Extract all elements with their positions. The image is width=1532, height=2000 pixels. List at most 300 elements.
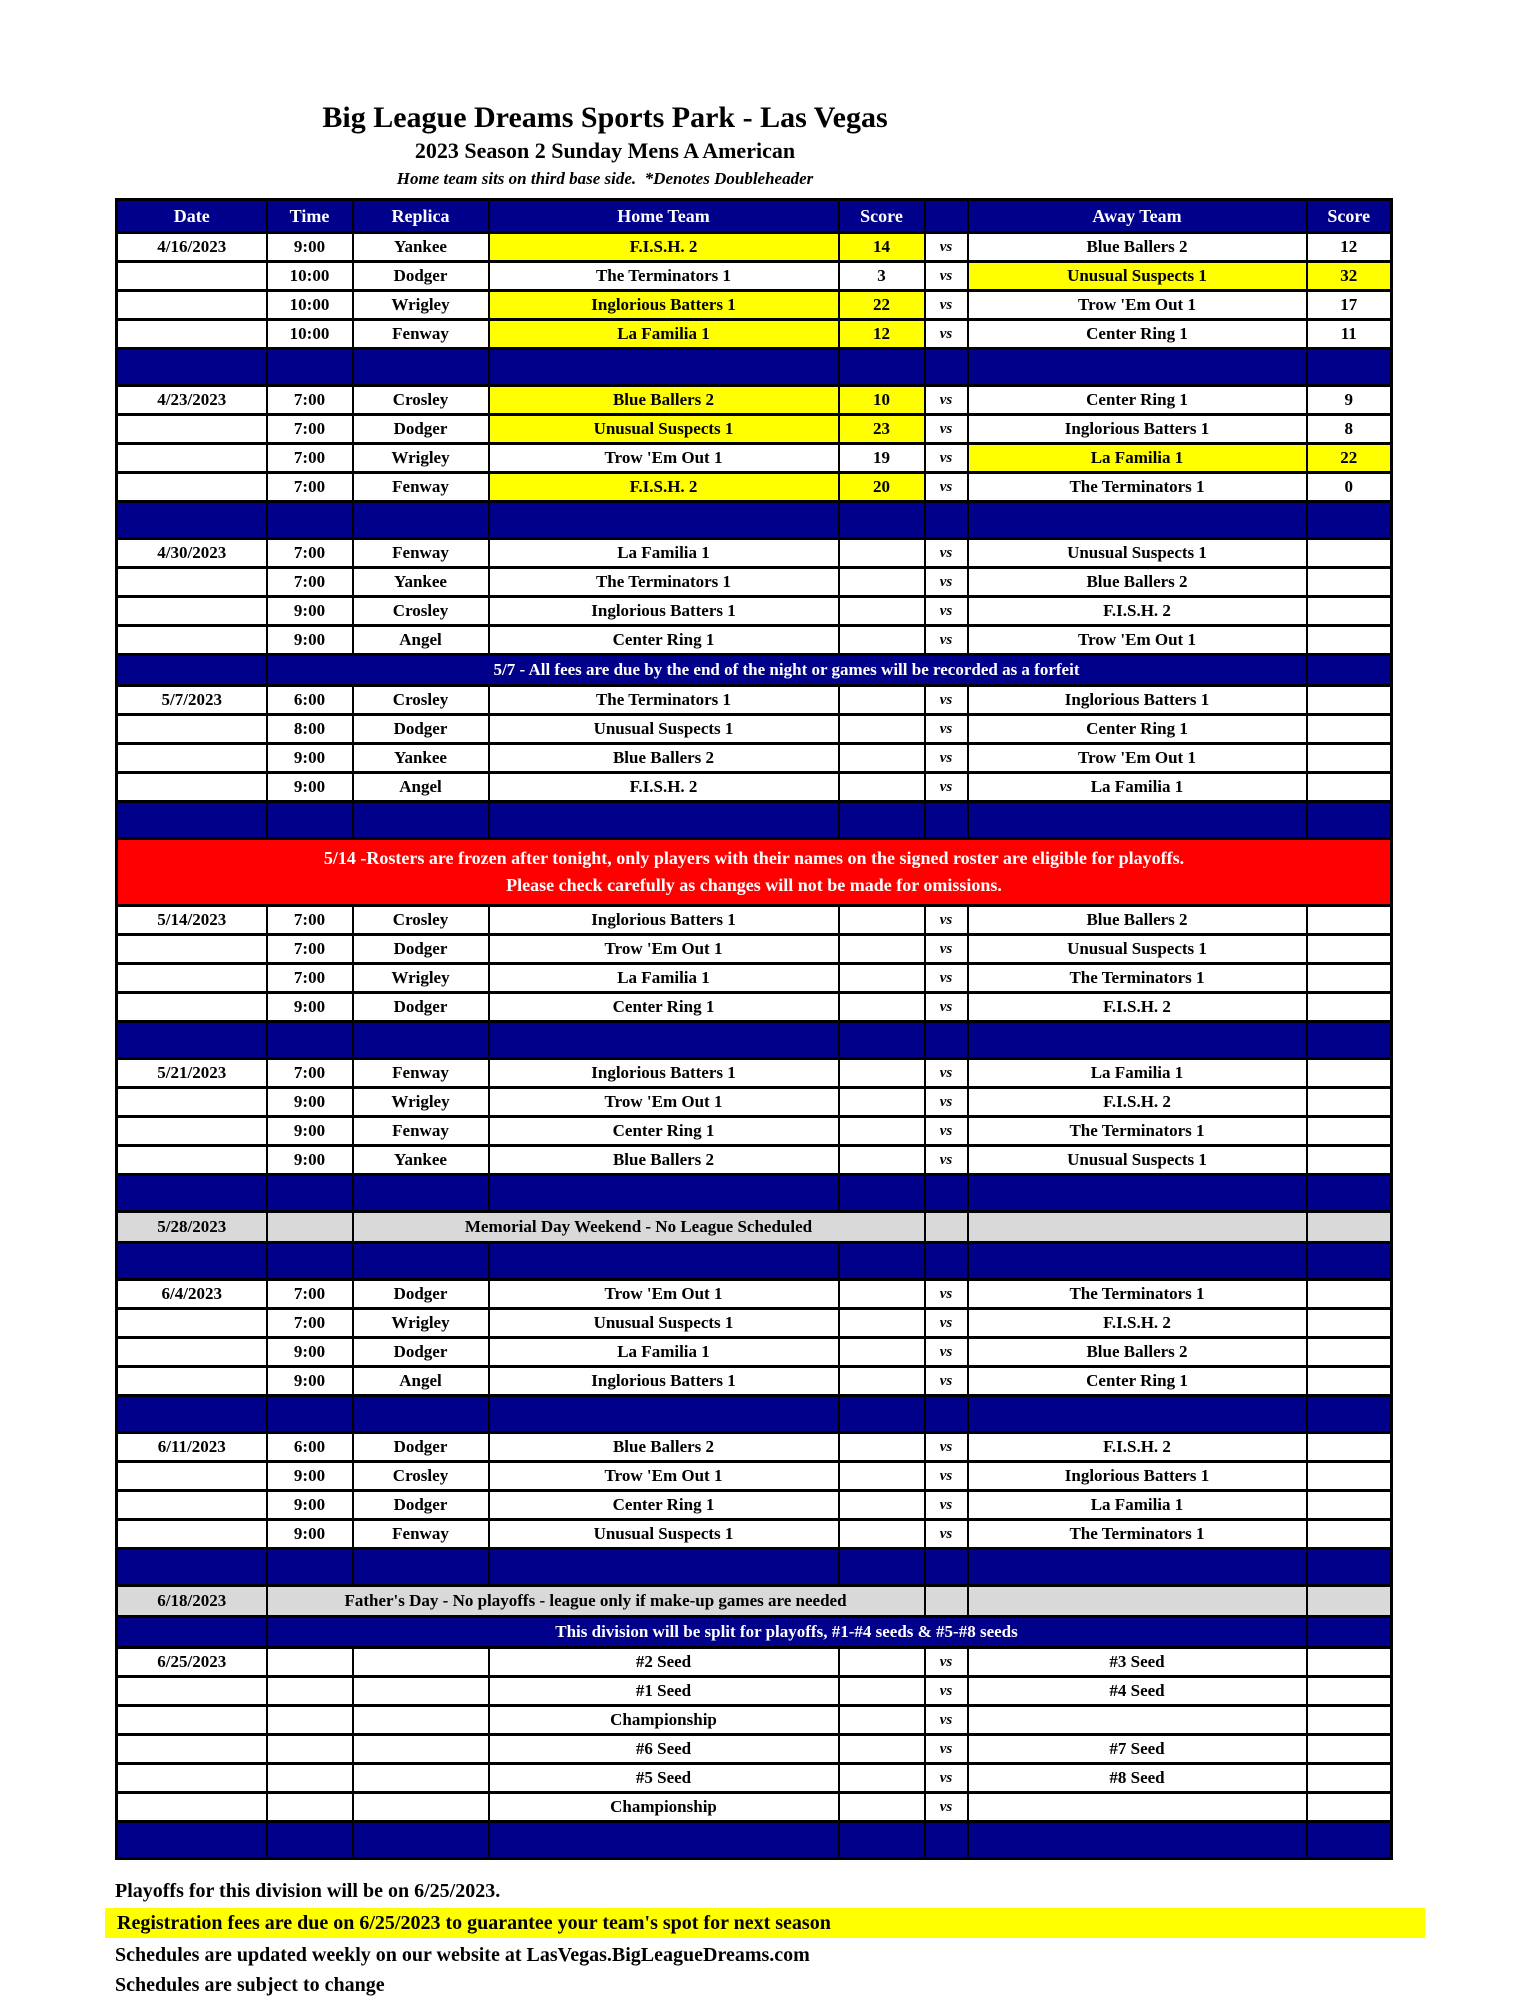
away-team-cell: F.I.S.H. 2 bbox=[968, 1433, 1307, 1462]
home-team-cell: Unusual Suspects 1 bbox=[489, 715, 839, 744]
replica-cell: Fenway bbox=[353, 1059, 489, 1088]
away-team-cell: Blue Ballers 2 bbox=[968, 906, 1307, 935]
replica-cell: Dodger bbox=[353, 993, 489, 1022]
date-cell bbox=[117, 320, 267, 349]
away-score-cell bbox=[1307, 1586, 1392, 1617]
time-cell: 8:00 bbox=[267, 715, 353, 744]
away-score-cell: 22 bbox=[1307, 444, 1392, 473]
date-cell bbox=[117, 1146, 267, 1175]
title-block bbox=[0, 100, 1210, 192]
away-team-cell bbox=[968, 1212, 1307, 1243]
time-cell: 7:00 bbox=[267, 415, 353, 444]
date-cell bbox=[117, 773, 267, 802]
home-team-cell: Championship bbox=[489, 1706, 839, 1735]
vs-cell: vs bbox=[925, 964, 968, 993]
replica-cell: Wrigley bbox=[353, 444, 489, 473]
replica-cell: Fenway bbox=[353, 539, 489, 568]
away-score-cell bbox=[1307, 1617, 1392, 1648]
away-team-cell bbox=[968, 1793, 1307, 1822]
away-team-cell: Blue Ballers 2 bbox=[968, 568, 1307, 597]
spacer-cell bbox=[839, 1022, 925, 1059]
away-score-cell bbox=[1307, 1462, 1392, 1491]
spacer-row bbox=[117, 1822, 1392, 1859]
home-score-cell bbox=[839, 773, 925, 802]
time-cell: 9:00 bbox=[267, 233, 353, 262]
header-away-team: Away Team bbox=[968, 200, 1307, 233]
away-score-cell bbox=[1307, 1309, 1392, 1338]
away-score-cell: 12 bbox=[1307, 233, 1392, 262]
away-score-cell bbox=[1307, 1088, 1392, 1117]
spacer-row bbox=[117, 1396, 1392, 1433]
home-team-cell: F.I.S.H. 2 bbox=[489, 773, 839, 802]
home-team-cell: #2 Seed bbox=[489, 1648, 839, 1677]
game-row bbox=[117, 906, 1392, 935]
date-cell bbox=[117, 1764, 267, 1793]
page-title: Big League Dreams Sports Park - Las Vegas bbox=[322, 101, 888, 134]
away-score-cell bbox=[1307, 1491, 1392, 1520]
away-score-cell: 0 bbox=[1307, 473, 1392, 502]
home-score-cell bbox=[839, 744, 925, 773]
spacer-cell bbox=[925, 802, 968, 839]
date-cell: 5/21/2023 bbox=[117, 1059, 267, 1088]
away-team-cell: F.I.S.H. 2 bbox=[968, 597, 1307, 626]
date-cell bbox=[117, 993, 267, 1022]
home-team-cell: The Terminators 1 bbox=[489, 262, 839, 291]
footer bbox=[0, 1876, 1532, 2000]
replica-cell: Dodger bbox=[353, 415, 489, 444]
spacer-row bbox=[117, 502, 1392, 539]
time-cell bbox=[267, 1677, 353, 1706]
schedule-table bbox=[115, 198, 1393, 1860]
spacer-cell bbox=[353, 1549, 489, 1586]
replica-cell: Wrigley bbox=[353, 1088, 489, 1117]
home-score-cell bbox=[839, 1764, 925, 1793]
away-score-cell bbox=[1307, 1764, 1392, 1793]
away-team-cell: Unusual Suspects 1 bbox=[968, 262, 1307, 291]
game-row bbox=[117, 744, 1392, 773]
time-cell: 9:00 bbox=[267, 626, 353, 655]
game-row bbox=[117, 1280, 1392, 1309]
home-team-cell: La Familia 1 bbox=[489, 1338, 839, 1367]
game-row bbox=[117, 1117, 1392, 1146]
spacer-cell bbox=[968, 349, 1307, 386]
spacer-cell bbox=[925, 349, 968, 386]
replica-cell: Fenway bbox=[353, 473, 489, 502]
replica-cell: Crosley bbox=[353, 686, 489, 715]
home-score-cell bbox=[839, 1735, 925, 1764]
spacer-cell bbox=[267, 802, 353, 839]
spacer-cell bbox=[925, 1243, 968, 1280]
spacer-cell bbox=[925, 502, 968, 539]
time-cell: 9:00 bbox=[267, 597, 353, 626]
date-cell bbox=[117, 1338, 267, 1367]
spacer-cell bbox=[968, 502, 1307, 539]
roster-note-line-2: Please check carefully as changes will not be made for omissions. bbox=[506, 875, 1002, 895]
note-cell: This division will be split for playoffs, #1-#4 seeds & #5-#8 seeds bbox=[267, 1617, 1307, 1648]
game-row bbox=[117, 626, 1392, 655]
time-cell: 7:00 bbox=[267, 906, 353, 935]
spacer-cell bbox=[353, 802, 489, 839]
home-score-cell bbox=[839, 539, 925, 568]
away-team-cell: Blue Ballers 2 bbox=[968, 1338, 1307, 1367]
home-team-cell: Unusual Suspects 1 bbox=[489, 1520, 839, 1549]
spacer-cell bbox=[267, 1822, 353, 1859]
spacer-cell bbox=[1307, 1549, 1392, 1586]
roster-note-row bbox=[117, 839, 1392, 906]
away-score-cell bbox=[1307, 1146, 1392, 1175]
vs-cell: vs bbox=[925, 1706, 968, 1735]
date-cell bbox=[117, 744, 267, 773]
home-score-cell bbox=[839, 686, 925, 715]
home-team-cell: The Terminators 1 bbox=[489, 568, 839, 597]
date-cell bbox=[117, 964, 267, 993]
time-cell bbox=[267, 1212, 353, 1243]
home-score-cell bbox=[839, 1309, 925, 1338]
spacer-cell bbox=[1307, 349, 1392, 386]
away-score-cell bbox=[1307, 1677, 1392, 1706]
home-team-cell: F.I.S.H. 2 bbox=[489, 473, 839, 502]
date-cell bbox=[117, 1088, 267, 1117]
spacer-cell bbox=[117, 1243, 267, 1280]
date-cell: 5/14/2023 bbox=[117, 906, 267, 935]
home-team-cell: La Familia 1 bbox=[489, 320, 839, 349]
away-team-cell: #8 Seed bbox=[968, 1764, 1307, 1793]
home-team-cell: Inglorious Batters 1 bbox=[489, 1059, 839, 1088]
replica-cell: Dodger bbox=[353, 935, 489, 964]
home-score-cell: 20 bbox=[839, 473, 925, 502]
spacer-cell bbox=[489, 1243, 839, 1280]
away-score-cell bbox=[1307, 1648, 1392, 1677]
vs-cell: vs bbox=[925, 1117, 968, 1146]
home-team-cell: Trow 'Em Out 1 bbox=[489, 1280, 839, 1309]
spacer-cell bbox=[353, 502, 489, 539]
spacer-cell bbox=[117, 802, 267, 839]
home-team-cell: Inglorious Batters 1 bbox=[489, 906, 839, 935]
spacer-cell bbox=[968, 1549, 1307, 1586]
vs-cell: vs bbox=[925, 1793, 968, 1822]
home-team-cell: Blue Ballers 2 bbox=[489, 1433, 839, 1462]
spacer-cell bbox=[117, 1175, 267, 1212]
vs-cell: vs bbox=[925, 386, 968, 415]
spacer-cell bbox=[489, 1549, 839, 1586]
vs-cell: vs bbox=[925, 1059, 968, 1088]
vs-cell: vs bbox=[925, 233, 968, 262]
spacer-cell bbox=[925, 1549, 968, 1586]
date-cell: 4/16/2023 bbox=[117, 233, 267, 262]
time-cell bbox=[267, 1793, 353, 1822]
spacer-cell bbox=[489, 1175, 839, 1212]
spacer-cell bbox=[353, 349, 489, 386]
date-cell bbox=[117, 1462, 267, 1491]
replica-cell: Fenway bbox=[353, 1520, 489, 1549]
home-team-cell: Inglorious Batters 1 bbox=[489, 1367, 839, 1396]
date-cell bbox=[117, 1367, 267, 1396]
away-score-cell: 11 bbox=[1307, 320, 1392, 349]
date-cell bbox=[117, 1735, 267, 1764]
fathers-day-row bbox=[117, 1586, 1392, 1617]
away-team-cell: Center Ring 1 bbox=[968, 320, 1307, 349]
header-date: Date bbox=[117, 200, 267, 233]
spacer-cell bbox=[968, 802, 1307, 839]
away-score-cell bbox=[1307, 1793, 1392, 1822]
replica-cell: Dodger bbox=[353, 715, 489, 744]
website-note: Schedules are updated weekly on our website at LasVegas.BigLeagueDreams.com bbox=[115, 1944, 810, 1966]
vs-cell: vs bbox=[925, 415, 968, 444]
vs-cell: vs bbox=[925, 626, 968, 655]
vs-cell: vs bbox=[925, 906, 968, 935]
home-score-cell bbox=[839, 1433, 925, 1462]
time-cell: 9:00 bbox=[267, 1367, 353, 1396]
game-row bbox=[117, 1367, 1392, 1396]
game-row bbox=[117, 1309, 1392, 1338]
replica-cell bbox=[353, 1677, 489, 1706]
replica-cell: Crosley bbox=[353, 906, 489, 935]
home-score-cell bbox=[839, 935, 925, 964]
game-row bbox=[117, 993, 1392, 1022]
date-cell bbox=[117, 1793, 267, 1822]
away-score-cell bbox=[1307, 715, 1392, 744]
home-score-cell bbox=[839, 906, 925, 935]
time-cell: 9:00 bbox=[267, 744, 353, 773]
time-cell: 7:00 bbox=[267, 473, 353, 502]
date-cell bbox=[117, 935, 267, 964]
time-cell: 7:00 bbox=[267, 964, 353, 993]
game-row bbox=[117, 386, 1392, 415]
home-score-cell bbox=[839, 1648, 925, 1677]
vs-cell: vs bbox=[925, 1520, 968, 1549]
date-cell bbox=[117, 568, 267, 597]
date-cell: 4/23/2023 bbox=[117, 386, 267, 415]
away-score-cell bbox=[1307, 1433, 1392, 1462]
home-score-cell bbox=[839, 1491, 925, 1520]
time-cell: 9:00 bbox=[267, 1338, 353, 1367]
spacer-cell bbox=[968, 1243, 1307, 1280]
home-score-cell bbox=[839, 1367, 925, 1396]
away-team-cell: The Terminators 1 bbox=[968, 1520, 1307, 1549]
game-row bbox=[117, 773, 1392, 802]
home-team-cell: Unusual Suspects 1 bbox=[489, 1309, 839, 1338]
note-cell: 5/7 - All fees are due by the end of the night or games will be recorded as a forfeit bbox=[267, 655, 1307, 686]
spacer-cell bbox=[489, 1022, 839, 1059]
spacer-cell bbox=[839, 349, 925, 386]
spacer-cell bbox=[267, 1175, 353, 1212]
home-score-cell bbox=[839, 1059, 925, 1088]
date-cell: 6/25/2023 bbox=[117, 1648, 267, 1677]
spacer-cell bbox=[1307, 1243, 1392, 1280]
home-team-cell: La Familia 1 bbox=[489, 539, 839, 568]
replica-cell: Angel bbox=[353, 1367, 489, 1396]
away-score-cell bbox=[1307, 568, 1392, 597]
date-cell bbox=[117, 1617, 267, 1648]
away-score-cell bbox=[1307, 1212, 1392, 1243]
away-score-cell bbox=[1307, 1117, 1392, 1146]
vs-cell: vs bbox=[925, 1088, 968, 1117]
away-team-cell bbox=[968, 1706, 1307, 1735]
time-cell: 10:00 bbox=[267, 262, 353, 291]
home-team-cell: Blue Ballers 2 bbox=[489, 744, 839, 773]
spacer-cell bbox=[489, 1396, 839, 1433]
schedule-body bbox=[117, 233, 1392, 1859]
time-cell: 7:00 bbox=[267, 1309, 353, 1338]
replica-cell: Crosley bbox=[353, 1462, 489, 1491]
home-score-cell bbox=[839, 1146, 925, 1175]
vs-cell: vs bbox=[925, 291, 968, 320]
game-row bbox=[117, 473, 1392, 502]
game-row bbox=[117, 1338, 1392, 1367]
spacer-cell bbox=[968, 1396, 1307, 1433]
event-cell: Father's Day - No playoffs - league only if make-up games are needed bbox=[267, 1586, 925, 1617]
away-team-cell: La Familia 1 bbox=[968, 773, 1307, 802]
home-score-cell: 22 bbox=[839, 291, 925, 320]
vs-cell: vs bbox=[925, 1735, 968, 1764]
vs-cell: vs bbox=[925, 715, 968, 744]
time-cell: 7:00 bbox=[267, 935, 353, 964]
replica-cell: Wrigley bbox=[353, 964, 489, 993]
home-team-cell: Blue Ballers 2 bbox=[489, 1146, 839, 1175]
away-team-cell: Inglorious Batters 1 bbox=[968, 1462, 1307, 1491]
fees-note-row bbox=[117, 655, 1392, 686]
spacer-cell bbox=[839, 1549, 925, 1586]
away-score-cell bbox=[1307, 1280, 1392, 1309]
spacer-cell bbox=[489, 1822, 839, 1859]
vs-cell: vs bbox=[925, 686, 968, 715]
away-score-cell bbox=[1307, 1735, 1392, 1764]
spacer-cell bbox=[117, 1022, 267, 1059]
vs-cell: vs bbox=[925, 262, 968, 291]
spacer-cell bbox=[267, 1243, 353, 1280]
spacer-cell bbox=[117, 1822, 267, 1859]
home-score-cell: 12 bbox=[839, 320, 925, 349]
spacer-cell bbox=[267, 502, 353, 539]
home-score-cell bbox=[839, 1117, 925, 1146]
spacer-row bbox=[117, 1243, 1392, 1280]
spacer-cell bbox=[925, 1396, 968, 1433]
time-cell: 7:00 bbox=[267, 444, 353, 473]
spacer-cell bbox=[353, 1022, 489, 1059]
vs-cell: vs bbox=[925, 935, 968, 964]
spacer-cell bbox=[1307, 1396, 1392, 1433]
replica-cell: Dodger bbox=[353, 1280, 489, 1309]
game-row bbox=[117, 233, 1392, 262]
game-row bbox=[117, 964, 1392, 993]
date-cell: 6/18/2023 bbox=[117, 1586, 267, 1617]
away-team-cell: La Familia 1 bbox=[968, 1059, 1307, 1088]
replica-cell bbox=[353, 1706, 489, 1735]
seed-row bbox=[117, 1735, 1392, 1764]
away-score-cell bbox=[1307, 993, 1392, 1022]
home-team-cell: The Terminators 1 bbox=[489, 686, 839, 715]
replica-cell: Crosley bbox=[353, 597, 489, 626]
spacer-cell bbox=[489, 502, 839, 539]
vs-cell: vs bbox=[925, 1677, 968, 1706]
away-team-cell: The Terminators 1 bbox=[968, 1117, 1307, 1146]
time-cell: 9:00 bbox=[267, 773, 353, 802]
home-score-cell: 14 bbox=[839, 233, 925, 262]
vs-cell: vs bbox=[925, 1280, 968, 1309]
header-replica: Replica bbox=[353, 200, 489, 233]
seed-row bbox=[117, 1677, 1392, 1706]
replica-cell: Dodger bbox=[353, 262, 489, 291]
away-score-cell bbox=[1307, 655, 1392, 686]
home-score-cell bbox=[839, 1793, 925, 1822]
spacer-cell bbox=[267, 1549, 353, 1586]
spacer-row bbox=[117, 1175, 1392, 1212]
home-score-cell: 10 bbox=[839, 386, 925, 415]
roster-note-line-1: 5/14 -Rosters are frozen after tonight, only players with their names on the signed roster are eligible for playoffs. bbox=[323, 848, 1185, 868]
spacer-row bbox=[117, 1549, 1392, 1586]
away-team-cell: F.I.S.H. 2 bbox=[968, 1088, 1307, 1117]
game-row bbox=[117, 1462, 1392, 1491]
date-cell: 4/30/2023 bbox=[117, 539, 267, 568]
away-team-cell: Unusual Suspects 1 bbox=[968, 935, 1307, 964]
spacer-cell bbox=[1307, 502, 1392, 539]
time-cell: 7:00 bbox=[267, 1059, 353, 1088]
spacer-cell bbox=[117, 502, 267, 539]
vs-cell: vs bbox=[925, 597, 968, 626]
spacer-cell bbox=[839, 1175, 925, 1212]
playoffs-note: Playoffs for this division will be on 6/25/2023. bbox=[115, 1880, 501, 1902]
game-row bbox=[117, 935, 1392, 964]
spacer-cell bbox=[925, 1175, 968, 1212]
vs-cell: vs bbox=[925, 1367, 968, 1396]
spacer-cell bbox=[489, 349, 839, 386]
home-team-cell: Inglorious Batters 1 bbox=[489, 291, 839, 320]
away-team-cell: #4 Seed bbox=[968, 1677, 1307, 1706]
spacer-cell bbox=[353, 1175, 489, 1212]
registration-note: Registration fees are due on 6/25/2023 to guarantee your team's spot for next season bbox=[105, 1908, 1425, 1938]
date-cell bbox=[117, 444, 267, 473]
time-cell: 9:00 bbox=[267, 993, 353, 1022]
away-score-cell bbox=[1307, 906, 1392, 935]
time-cell: 7:00 bbox=[267, 568, 353, 597]
game-row bbox=[117, 686, 1392, 715]
home-team-cell: Trow 'Em Out 1 bbox=[489, 444, 839, 473]
home-score-cell: 3 bbox=[839, 262, 925, 291]
away-score-cell bbox=[1307, 744, 1392, 773]
note-cell bbox=[117, 839, 1392, 906]
header-away-score: Score bbox=[1307, 200, 1392, 233]
replica-cell bbox=[353, 1764, 489, 1793]
replica-cell bbox=[353, 1793, 489, 1822]
spacer-cell bbox=[267, 1396, 353, 1433]
spacer-cell bbox=[353, 1243, 489, 1280]
away-team-cell: Trow 'Em Out 1 bbox=[968, 626, 1307, 655]
home-score-cell bbox=[839, 626, 925, 655]
header-home-score: Score bbox=[839, 200, 925, 233]
time-cell bbox=[267, 1706, 353, 1735]
away-team-cell: F.I.S.H. 2 bbox=[968, 1309, 1307, 1338]
home-team-cell: Championship bbox=[489, 1793, 839, 1822]
home-score-cell bbox=[839, 1088, 925, 1117]
vs-cell: vs bbox=[925, 773, 968, 802]
replica-cell: Wrigley bbox=[353, 291, 489, 320]
header-row bbox=[117, 200, 1392, 233]
spacer-cell bbox=[353, 1396, 489, 1433]
away-team-cell: Center Ring 1 bbox=[968, 386, 1307, 415]
vs-cell: vs bbox=[925, 993, 968, 1022]
date-cell bbox=[117, 1706, 267, 1735]
vs-cell: vs bbox=[925, 1491, 968, 1520]
vs-cell: vs bbox=[925, 744, 968, 773]
home-team-cell: La Familia 1 bbox=[489, 964, 839, 993]
spacer-cell bbox=[1307, 1175, 1392, 1212]
page-subtitle: 2023 Season 2 Sunday Mens A American bbox=[414, 138, 796, 163]
vs-cell: vs bbox=[925, 1309, 968, 1338]
away-team-cell: Center Ring 1 bbox=[968, 1367, 1307, 1396]
away-team-cell: Inglorious Batters 1 bbox=[968, 686, 1307, 715]
away-score-cell bbox=[1307, 1520, 1392, 1549]
spacer-cell bbox=[1307, 1822, 1392, 1859]
